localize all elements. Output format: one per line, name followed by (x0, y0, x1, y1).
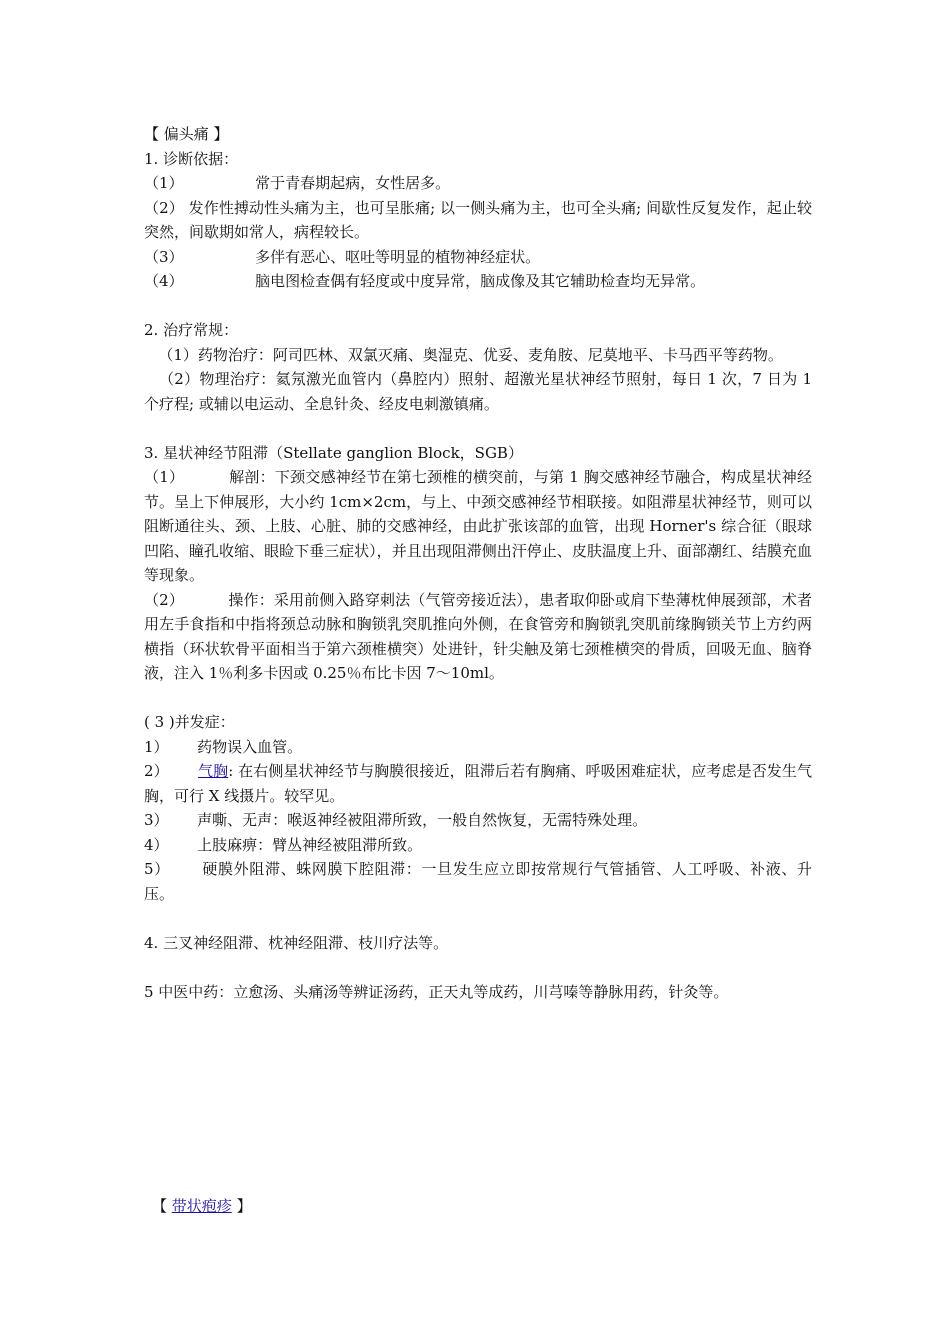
herpes-zoster-link[interactable]: 带状疱疹 (171, 1197, 232, 1215)
diagnosis-item-3: （3） 多伴有恶心、呕吐等明显的植物神经症状。 (144, 247, 541, 266)
bracket-close: 】 (231, 1197, 252, 1215)
complication-item-3: 3） 声嘶、无声：喉返神经被阻滞所致，一般自然恢复，无需特殊处理。 (144, 811, 648, 829)
treatment-item-1: （1）药物治疗：阿司匹林、双氯灭痛、奥湿克、优妥、麦角胺、尼莫地平、卡马西平等药物。 (144, 345, 783, 364)
sgb-anatomy: （1） 解剖：下颈交感神经节在第七颈椎的横突前，与第 1 胸交感神经节融合，构成星状神经节。呈上下伸展形，大小约 1cm×2cm，与上、中颈交感神经节相联接。如阻滞星状神经节，则可以阻断通往头、颈、上肢、心脏、肺的交感神经，由此扩张该部的血管，出现 Horner's 综合征（眼球凹陷、瞳孔收缩、眼睑下垂三症状），并且出现阻滞侧出汗停止、皮肤温度上升、面部潮红、结膜充血等现象。 (144, 468, 812, 584)
sgb-heading: 3. 星状神经节阻滞（Stellate ganglion Block，SGB） (144, 443, 523, 462)
pneumothorax-link[interactable]: 气胸 (198, 762, 229, 780)
treatment-item-2: （2）物理治疗：氦氖激光血管内（鼻腔内）照射、超激光星状神经节照射，每日 1 次，7 日为 1 个疗程; 或辅以电运动、全息针灸、经皮电刺激镇痛。 (144, 370, 817, 413)
tcm-treatment: 5 中医中药：立愈汤、头痛汤等辨证汤药，正天丸等成药，川芎嗪等静脉用药，针灸等。 (144, 982, 729, 1001)
complication-item-2 (144, 759, 812, 808)
bracket-open: 【 (152, 1197, 172, 1215)
diagnosis-item-4: （4） 脑电图检查偶有轻度或中度异常，脑成像及其它辅助检查均无异常。 (144, 272, 706, 290)
section-title: 【 偏头痛 】 (144, 125, 229, 143)
complications-heading: ( 3 )并发症： (144, 713, 235, 731)
diagnosis-item-1: （1） 常于青春期起病，女性居多。 (144, 174, 451, 192)
complication-item-4: 4） 上肢麻痹：臂丛神经被阻滞所致。 (144, 835, 423, 854)
diagnosis-item-2: （2） 发作性搏动性头痛为主，也可呈胀痛; 以一侧头痛为主，也可全头痛; 间歇性反复发作，起止较突然，间歇期如常人，病程较长。 (144, 198, 812, 241)
other-blocks: 4. 三叉神经阻滞、枕神经阻滞、枝川疗法等。 (144, 933, 449, 952)
complication-item-1: 1） 药物误入血管。 (144, 737, 303, 756)
complication-item-2-text: : 在右侧星状神经节与胸膜很接近，阻滞后若有胸痛、呼吸困难症状，应考虑是否发生气胸，可行 X 线摄片。较罕见。 (144, 762, 813, 805)
complication-item-5: 5） 硬膜外阻滞、蛛网膜下腔阻滞：一旦发生应立即按常规行气管插管、人工呼吸、补液、升压。 (144, 860, 812, 903)
diagnosis-heading: 1. 诊断依据： (144, 149, 239, 168)
treatment-heading: 2. 治疗常规： (144, 321, 239, 339)
next-section-title (152, 1194, 252, 1219)
complication-item-2-number: 2） (144, 762, 198, 780)
sgb-procedure: （2） 操作：采用前侧入路穿刺法（气管旁接近法），患者取仰卧或肩下垫薄枕伸展颈部，术者用左手食指和中指将颈总动脉和胸锁乳突肌推向外侧，在食管旁和胸锁乳突肌前缘胸锁关节上方约两横指（环状软骨平面相当于第六颈椎横突）处进针，针尖触及第七颈椎横突的骨质，回吸无血、脑脊液，注入 1％利多卡因或 0.25％布比卡因 7～10ml。 (144, 590, 812, 682)
document-body (144, 122, 817, 1004)
